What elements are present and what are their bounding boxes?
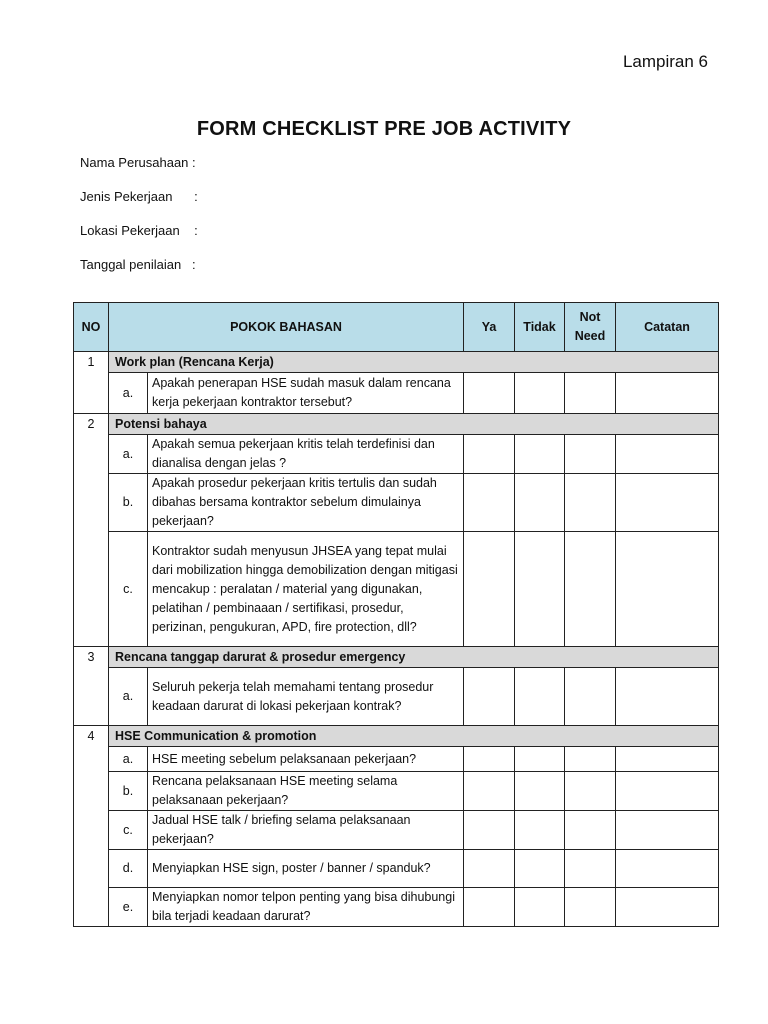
table-row	[74, 811, 719, 850]
table-row	[74, 532, 719, 647]
table-row	[74, 747, 719, 772]
cell-catatan[interactable]	[616, 850, 719, 888]
item-letter: e.	[109, 888, 148, 927]
cell-tidak[interactable]	[515, 811, 565, 850]
col-header-not-need: Not Need	[565, 303, 616, 352]
cell-not-need[interactable]	[565, 373, 616, 414]
section-title: HSE Communication & promotion	[109, 726, 719, 747]
field-assessment-date[interactable]	[80, 257, 198, 291]
col-header-no: NO	[74, 303, 109, 352]
cell-tidak[interactable]	[515, 435, 565, 474]
section-number: 1	[74, 352, 109, 414]
item-letter: d.	[109, 850, 148, 888]
cell-ya[interactable]	[464, 850, 515, 888]
table-row	[74, 474, 719, 532]
cell-tidak[interactable]	[515, 532, 565, 647]
cell-ya[interactable]	[464, 373, 515, 414]
cell-tidak[interactable]	[515, 668, 565, 726]
cell-tidak[interactable]	[515, 474, 565, 532]
col-header-catatan: Catatan	[616, 303, 719, 352]
section-row	[74, 726, 719, 747]
section-number: 4	[74, 726, 109, 927]
item-letter: b.	[109, 474, 148, 532]
field-label: Jenis Pekerjaan :	[80, 189, 198, 204]
cell-tidak[interactable]	[515, 772, 565, 811]
item-letter: a.	[109, 435, 148, 474]
item-question: Jadual HSE talk / briefing selama pelaksanaan pekerjaan?	[148, 811, 464, 850]
cell-not-need[interactable]	[565, 532, 616, 647]
section-number: 2	[74, 414, 109, 647]
field-label: Tanggal penilaian :	[80, 257, 196, 272]
col-header-ya: Ya	[464, 303, 515, 352]
section-number: 3	[74, 647, 109, 726]
item-letter: a.	[109, 668, 148, 726]
cell-catatan[interactable]	[616, 888, 719, 927]
cell-tidak[interactable]	[515, 747, 565, 772]
checklist-body	[74, 352, 719, 927]
field-label: Lokasi Pekerjaan :	[80, 223, 198, 238]
item-question: Apakah prosedur pekerjaan kritis tertulis dan sudah dibahas bersama kontraktor sebelum dimulainya pekerjaan?	[148, 474, 464, 532]
cell-catatan[interactable]	[616, 373, 719, 414]
item-question: Menyiapkan HSE sign, poster / banner / spanduk?	[148, 850, 464, 888]
cell-not-need[interactable]	[565, 747, 616, 772]
table-row	[74, 435, 719, 474]
table-row	[74, 850, 719, 888]
section-title: Work plan (Rencana Kerja)	[109, 352, 719, 373]
item-question: Rencana pelaksanaan HSE meeting selama pelaksanaan pekerjaan?	[148, 772, 464, 811]
section-row	[74, 647, 719, 668]
item-letter: b.	[109, 772, 148, 811]
table-row	[74, 668, 719, 726]
cell-catatan[interactable]	[616, 532, 719, 647]
section-row	[74, 414, 719, 435]
item-question: Seluruh pekerja telah memahami tentang prosedur keadaan darurat di lokasi pekerjaan kontrak?	[148, 668, 464, 726]
cell-not-need[interactable]	[565, 772, 616, 811]
cell-catatan[interactable]	[616, 747, 719, 772]
cell-tidak[interactable]	[515, 888, 565, 927]
cell-ya[interactable]	[464, 435, 515, 474]
cell-ya[interactable]	[464, 747, 515, 772]
section-title: Rencana tanggap darurat & prosedur emergency	[109, 647, 719, 668]
table-row	[74, 772, 719, 811]
form-fields	[80, 155, 198, 291]
item-letter: c.	[109, 811, 148, 850]
cell-ya[interactable]	[464, 811, 515, 850]
field-company-name[interactable]	[80, 155, 198, 189]
cell-catatan[interactable]	[616, 474, 719, 532]
cell-ya[interactable]	[464, 888, 515, 927]
field-label: Nama Perusahaan :	[80, 155, 196, 170]
item-letter: a.	[109, 747, 148, 772]
table-row	[74, 373, 719, 414]
item-question: Apakah penerapan HSE sudah masuk dalam rencana kerja pekerjaan kontraktor tersebut?	[148, 373, 464, 414]
item-question: Apakah semua pekerjaan kritis telah terdefinisi dan dianalisa dengan jelas ?	[148, 435, 464, 474]
field-job-type[interactable]	[80, 189, 198, 223]
section-row	[74, 352, 719, 373]
col-header-tidak: Tidak	[515, 303, 565, 352]
cell-not-need[interactable]	[565, 668, 616, 726]
col-header-pokok-bahasan: POKOK BAHASAN	[109, 303, 464, 352]
cell-ya[interactable]	[464, 532, 515, 647]
cell-not-need[interactable]	[565, 850, 616, 888]
cell-catatan[interactable]	[616, 811, 719, 850]
cell-catatan[interactable]	[616, 772, 719, 811]
cell-ya[interactable]	[464, 474, 515, 532]
item-letter: a.	[109, 373, 148, 414]
item-letter: c.	[109, 532, 148, 647]
item-question: HSE meeting sebelum pelaksanaan pekerjaan?	[148, 747, 464, 772]
checklist-table	[73, 302, 719, 927]
cell-tidak[interactable]	[515, 373, 565, 414]
cell-not-need[interactable]	[565, 888, 616, 927]
form-title: FORM CHECKLIST PRE JOB ACTIVITY	[196, 118, 572, 140]
field-job-location[interactable]	[80, 223, 198, 257]
cell-not-need[interactable]	[565, 811, 616, 850]
cell-ya[interactable]	[464, 772, 515, 811]
cell-ya[interactable]	[464, 668, 515, 726]
section-title: Potensi bahaya	[109, 414, 719, 435]
attachment-label: Lampiran 6	[622, 52, 708, 71]
cell-catatan[interactable]	[616, 668, 719, 726]
table-header-row	[74, 303, 719, 352]
table-row	[74, 888, 719, 927]
cell-tidak[interactable]	[515, 850, 565, 888]
item-question: Menyiapkan nomor telpon penting yang bisa dihubungi bila terjadi keadaan darurat?	[148, 888, 464, 927]
item-question: Kontraktor sudah menyusun JHSEA yang tepat mulai dari mobilization hingga demobilization dengan mitigasi mencakup : peralatan / material yang digunakan, pelatihan / pembinaaan / sertifikasi, prosedur, perizinan, pengukuran, APD, fire protection, dll?	[148, 532, 464, 647]
cell-catatan[interactable]	[616, 435, 719, 474]
cell-not-need[interactable]	[565, 435, 616, 474]
cell-not-need[interactable]	[565, 474, 616, 532]
